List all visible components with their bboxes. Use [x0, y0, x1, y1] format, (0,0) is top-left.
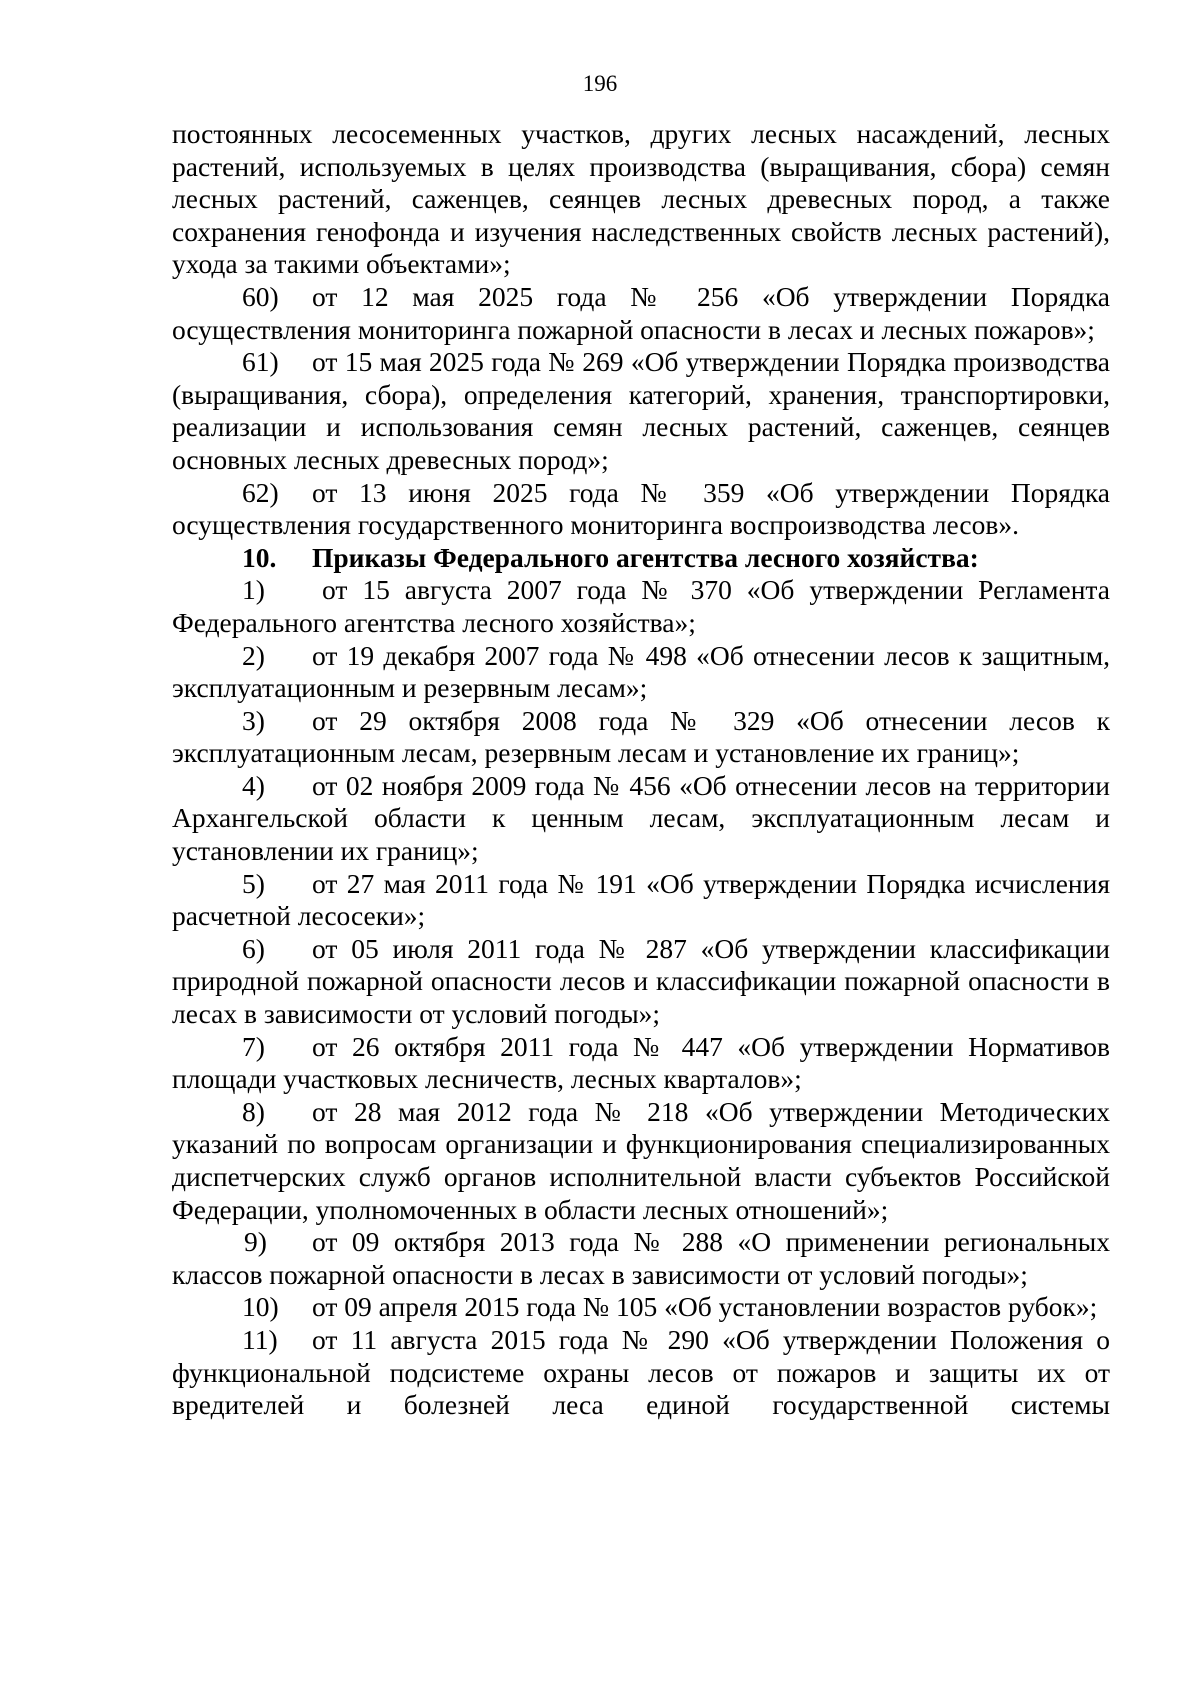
list-item-number: 2) — [242, 639, 265, 671]
list-item-text: от 13 июня 2025 года № 359 «Об утверждении Порядка осуществления государственного мониторинга воспроизводства лесов». — [172, 476, 1110, 541]
list-item-number: 3) — [242, 704, 265, 736]
list-item-text: от 28 мая 2012 года № 218 «Об утверждении Методических указаний по вопросам организации и функционирования специализированных диспетчерских служб органов исполнительной власти субъектов Российской Федерации, уполномоченных в области лесных отношений»; — [172, 1095, 1110, 1225]
list-item — [172, 574, 1110, 639]
list-item — [172, 705, 1110, 770]
list-item-number: 4) — [242, 769, 265, 801]
list-item-number: 61) — [242, 346, 279, 378]
list-item-number: 9) — [244, 1226, 267, 1258]
list-item-number: 62) — [242, 476, 279, 508]
list-item-text: от 05 июля 2011 года № 287 «Об утверждении классификации природной пожарной опасности лесов и классификации пожарной опасности в лесах в зависимости от условий погоды»; — [172, 932, 1110, 1030]
list-item — [172, 477, 1110, 542]
list-item-text: от 02 ноября 2009 года № 456 «Об отнесении лесов на территории Архангельской области к ценным лесам, эксплуатационным лесам и установлении их границ»; — [172, 769, 1110, 867]
list-item — [172, 770, 1110, 868]
list-item-text: от 09 апреля 2015 года № 105 «Об установлении возрастов рубок»; — [312, 1291, 1098, 1323]
list-item — [172, 1291, 1110, 1324]
list-item-number: 60) — [242, 280, 279, 312]
list-item — [172, 640, 1110, 705]
page-number: 196 — [582, 71, 618, 96]
list-part-2 — [172, 574, 1110, 1421]
list-part-1 — [172, 281, 1110, 542]
list-item-text: от 26 октября 2011 года № 447 «Об утверждении Нормативов площади участковых лесничеств, лесных кварталов»; — [172, 1030, 1110, 1095]
list-item — [172, 346, 1110, 476]
section-title: Приказы Федерального агентства лесного хозяйства: — [312, 541, 979, 573]
intro-paragraph: постоянных лесосеменных участков, других лесных насаждений, лесных растений, используемых в целях производства (выращивания, сбора) семян лесных растений, саженцев, сеянцев лесных древесных пород, а также сохранения генофонда и изучения наследственных свойств лесных растений), ухода за такими объектами»; — [172, 118, 1110, 280]
list-item-number: 1) — [242, 574, 265, 606]
list-item-number: 10) — [242, 1291, 279, 1323]
list-item — [172, 1031, 1110, 1096]
list-item-text: от 29 октября 2008 года № 329 «Об отнесении лесов к эксплуатационным лесам, резервным лесам и установление их границ»; — [172, 704, 1110, 769]
list-item-number: 8) — [242, 1095, 265, 1127]
list-item-number: 11) — [242, 1323, 278, 1355]
list-item-text: от 15 мая 2025 года № 269 «Об утверждении Порядка производства (выращивания, сбора), определения категорий, хранения, транспортировки, реализации и использования семян лесных растений, саженцев, сеянцев основных лесных древесных пород»; — [172, 346, 1110, 475]
list-item — [172, 1324, 1110, 1422]
list-item-text: от 19 декабря 2007 года № 498 «Об отнесении лесов к защитным, эксплуатационным и резервным лесам»; — [172, 639, 1110, 704]
section-number: 10. — [242, 541, 277, 573]
list-item — [172, 1226, 1110, 1291]
list-item — [172, 281, 1110, 346]
list-item — [172, 933, 1110, 1031]
list-item — [172, 1096, 1110, 1226]
list-item-text: от 12 мая 2025 года № 256 «Об утверждении Порядка осуществления мониторинга пожарной опасности в лесах и лесных пожаров»; — [172, 280, 1110, 345]
list-item-text: от 09 октября 2013 года № 288 «О применении региональных классов пожарной опасности в лесах в зависимости от условий погоды»; — [172, 1226, 1110, 1290]
section-heading — [172, 542, 1110, 575]
document-body — [172, 118, 1110, 1422]
list-item-text: от 27 мая 2011 года № 191 «Об утверждении Порядка исчисления расчетной лесосеки»; — [172, 867, 1110, 932]
list-item — [172, 868, 1110, 933]
list-item-number: 7) — [242, 1030, 265, 1062]
list-item-number: 5) — [242, 867, 265, 899]
list-item-number: 6) — [242, 932, 265, 964]
list-item-text: от 15 августа 2007 года № 370 «Об утверждении Регламента Федерального агентства лесного хозяйства»; — [172, 574, 1110, 638]
list-item-text: от 11 августа 2015 года № 290 «Об утверждении Положения о функциональной подсистеме охраны лесов от пожаров и защиты их от вредителей и болезней леса единой государственной системы — [172, 1323, 1110, 1421]
